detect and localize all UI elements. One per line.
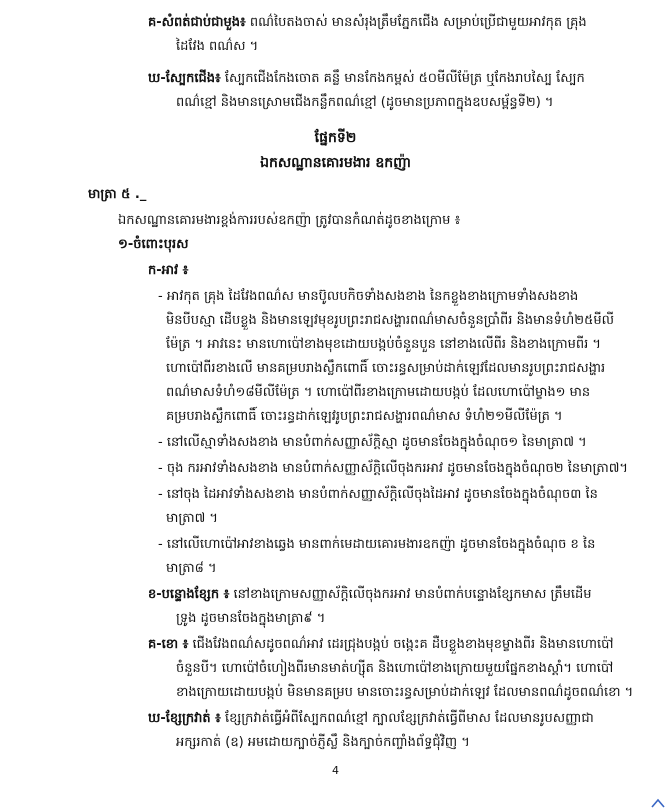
page-number: 4 [332, 764, 339, 777]
item-c-trousers-label: គ-ខោ ៖ [148, 637, 189, 652]
item-c-trousers-line-2: ចំនួនបី។ ហោប៉ៅចំហៀងពីរមានមាត់ហ្ស៊ីត និងហោប៉ៅខាងក្រោយមួយផ្នែកខាងស្តាំ។ ហោប៉ៅ [176, 661, 614, 676]
medal-line: - នៅលើហោប៉ៅអាវខាងឆ្វេង មានពាក់មេដាយគោរមងារឧកញ៉ា ដូចមានចែងក្នុងចំណុច ខ នៃ [158, 537, 596, 552]
item-d-shoes-line [148, 68, 660, 90]
item-b-chain-text: នៅខាងក្រោមសញ្ញាស័ក្តិលើចុងករអាវ មានបំពាក់បន្ទោងខ្សែកមាស ត្រឹមដើម [233, 587, 592, 602]
item-c-skirt-label: គ-សំពត់ជាប់ជាមួង៖ [148, 15, 246, 30]
item-c-trousers-line-3: ខាងក្រោយដោយបង្កប់ មិនមានគម្រប មានចោះរន្ធសម្រាប់ដាក់ឡេវ ដែលមានពណ៌ដូចពណ៌ខោ ។ [176, 685, 634, 700]
item-d-belt-text: ខ្សែក្រវាត់ធ្វើអំពីស្បែកពណ៌ខ្មៅ ក្បាលខ្សែក្រវាត់ធ្វើពីមាស ដែលមានរូបសញ្ញាជា [225, 711, 594, 726]
item-b-chain-line [148, 584, 658, 606]
part-title: ផ្នែកទី២ [314, 130, 357, 146]
coat-line: គម្របរាងស្លឹកពោធិ៍ ចោះរន្ធដាក់ឡេវរូបព្រះរាជសង្ហារពណ៌មាស ទំហំ២១មីលីម៉ែត្រ ។ [166, 409, 563, 424]
sleeve-insignia-line: - នៅចុង ដៃអាវទាំងសងខាង មានបំពាក់សញ្ញាស័ក្តិលើចុងដៃអាវ ដូចមានចែងក្នុងចំណុច៣ នៃ [158, 487, 598, 502]
item-d-shoes-line-2: ពណ៌ខ្មៅ និងមានស្រោមជើងកន្លឹកពណ៌ខ្មៅ (ដូចមានប្រភាពក្នុងឧបសម្ព័ន្ធទី២) ។ [176, 95, 554, 110]
article-label: មាត្រា ៥ ._ [88, 187, 147, 202]
coat-line: - អាវកុត គ្រុង ដៃវែងពណ៌ស មានប៊ូលបកិចទាំងសងខាង នៃកខ្លួងខាងក្រោមទាំងសងខាង [158, 289, 579, 304]
sleeve-insignia-line-2: មាត្រា៧ ។ [166, 511, 218, 526]
shoulder-insignia-line: - នៅលើស្មាទាំងសងខាង មានបំពាក់សញ្ញាស័ក្តិស្មា ដូចមានចែងក្នុងចំណុច១ នៃមាត្រា៧ ។ [158, 435, 587, 450]
coat-line: ពណ៌មាសទំហំ១៨មីលីម៉ែត្រ ។ ហោប៉ៅពីរខាងក្រោមដោយបង្កប់ ដែលហោប៉ៅម្ខាង១ មាន [166, 385, 591, 400]
item-b-chain-line-2: ទ្រូង ដូចមានចែងក្នុងមាត្រា៩ ។ [176, 611, 326, 626]
item-d-shoes-label: ឃ-ស្បែកជើង៖ [148, 71, 221, 86]
item-c-skirt-line [148, 12, 660, 34]
item-c-trousers-text: ជើងវែងពណ៌សដូចពណ៌អាវ ដេរជ្រុងបង្កប់ ចង្កេះគ ដឺបខ្លួងខាងមុខម្ខាងពីរ និងមានហោប៉ៅ [192, 637, 614, 652]
item-d-belt-line-2: អក្សរកាត់ (ឧ) អមដោយក្បាច់ភ្ញីស្លឹ និងក្បាច់កញ្ចាំងព័ទ្ធជុំវិញ ។ [176, 735, 470, 750]
section-title: ឯកសណ្ឋានគោរមងារ ឧកញ៉ា [260, 155, 411, 171]
coat-line: ហោប៉ៅពីរខាងលើ មានគម្របរាងស្លឹកពោធិ៍ ចោះរន្ធសម្រាប់ដាក់ឡេវដែលមានរូបព្រះរាជសង្ហារ [166, 361, 606, 376]
item-b-chain-label: ខ-បន្ទោងខ្សែក ៖ [148, 587, 230, 602]
item-c-skirt-line-2: ដៃវែង ពណ៌ស ។ [176, 39, 259, 54]
item-a-coat-label: ក-អាវ ៖ [148, 263, 189, 278]
medal-line-2: មាត្រា៨ ។ [166, 561, 217, 576]
subsection-men: ១-ចំពោះបុរស [118, 237, 189, 252]
item-d-belt-line [148, 708, 658, 730]
corner-mark-icon [651, 798, 665, 808]
coat-line: មិនបីបស្មា ដើបខ្លួង និងមានឡេវមុខរូបព្រះរាជសង្ហារពណ៌មាសចំនួនប្រាំពីរ និងមានទំហំ២៥មីលី [166, 313, 614, 328]
article-intro: ឯកសណ្ឋានគោរមងារខ្ពង់ការរបស់ឧកញ៉ា ត្រូវបានកំណត់ដូចខាងក្រោម ៖ [118, 213, 461, 228]
item-d-shoes-text: ស្បែកជើងកែងចោត គន្លឹ មានកែងកម្ពស់ ៥០មីលីម៉ែត្រ ឬកែងរាបស្បៃ ស្បែក [224, 71, 585, 86]
item-c-skirt-text: ពណ៌បៃតងចាស់ មានសំរុងត្រឹមភ្នែកជើង សម្រាប់ប្រើជាមួយអាវកុត គ្រុង [249, 15, 587, 30]
collar-insignia-line: - ចុង ករអាវទាំងសងខាង មានបំពាក់សញ្ញាស័ក្តិលើចុងករអាវ ដូចមានចែងក្នុងចំណុច២ នៃមាត្រា៧។ [158, 461, 629, 476]
coat-line: ម៉ែត្រ ។ អាវនេះ មានហោប៉ៅខាងមុខដោយបង្កប់ចំនួនបួន នៅខាងលើពីរ និងខាងក្រោមពីរ ។ [166, 337, 601, 352]
item-c-trousers-line [148, 634, 658, 656]
item-d-belt-label: ឃ-ខ្សែក្រវាត់ ៖ [148, 711, 221, 726]
